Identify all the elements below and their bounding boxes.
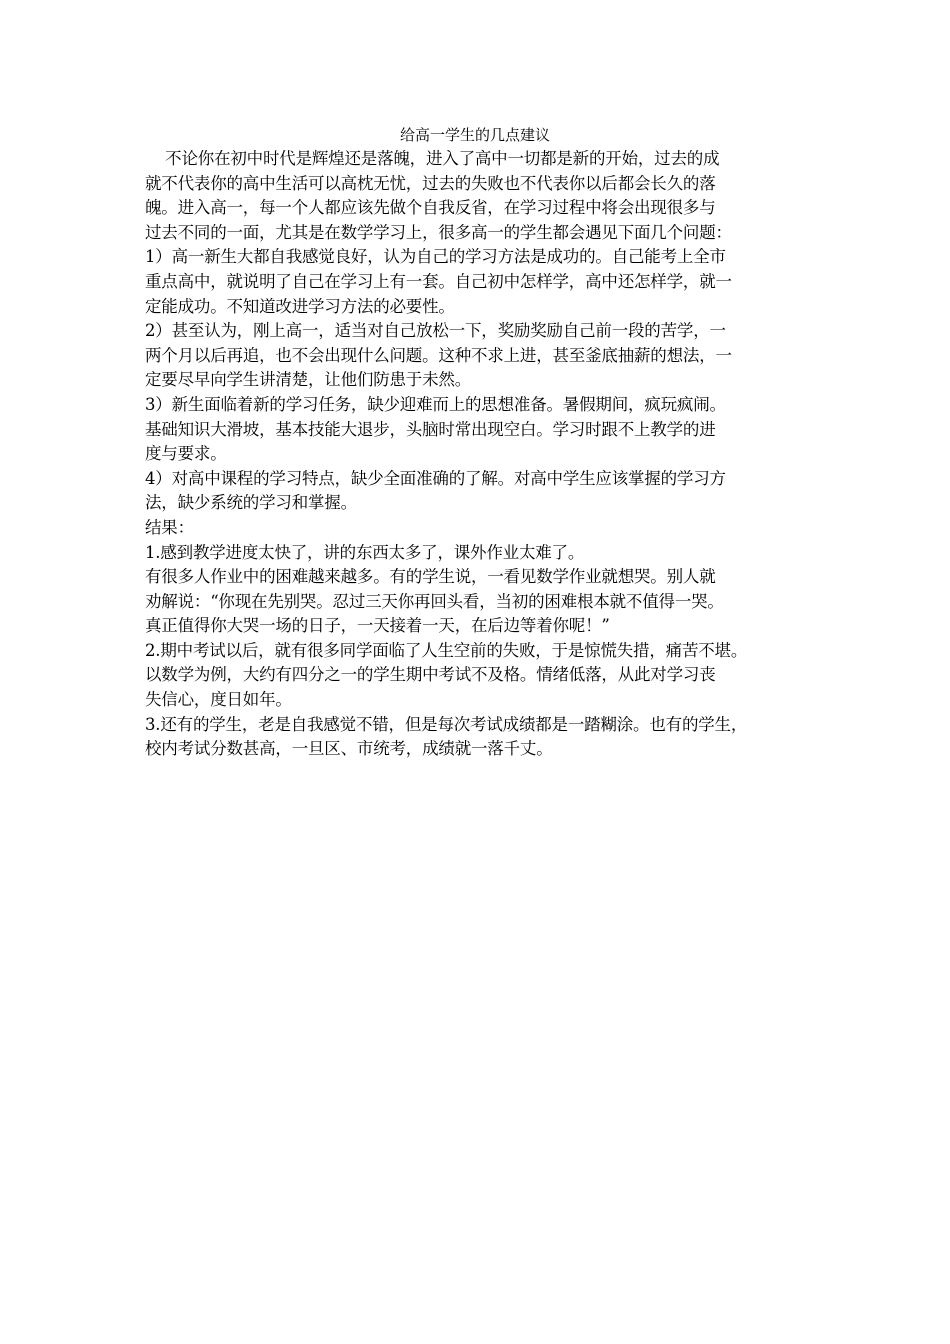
text-line: 两个月以后再追，也不会出现什么问题。这种不求上进，甚至釜底抽薪的想法，一	[145, 345, 732, 365]
text-line: 以数学为例，大约有四分之一的学生期中考试不及格。情绪低落，从此对学习丧	[145, 665, 716, 685]
text-line: 1）高一新生大都自我感觉良好，认为自己的学习方法是成功的。自己能考上全市	[145, 247, 726, 267]
text-line: 魄。进入高一，每一个人都应该先做个自我反省，在学习过程中将会出现很多与	[145, 198, 716, 218]
text-line: 过去不同的一面，尤其是在数学学习上，很多高一的学生都会遇见下面几个问题：	[145, 222, 732, 242]
text-line: 结果：	[145, 517, 194, 537]
text-line: 法，缺少系统的学习和掌握。	[145, 493, 357, 513]
text-line: 度与要求。	[145, 444, 227, 464]
text-line: 1.感到教学进度太快了，讲的东西太多了，课外作业太难了。	[145, 542, 585, 562]
text-line: 定要尽早向学生讲清楚，让他们防患于未然。	[145, 370, 472, 390]
text-line: 2）甚至认为，刚上高一，适当对自己放松一下，奖励奖励自己前一段的苦学，一	[145, 321, 726, 341]
text-line: 有很多人作业中的困难越来越多。有的学生说，一看见数学作业就想哭。别人就	[145, 567, 716, 587]
text-line: 重点高中，就说明了自己在学习上有一套。自己初中怎样学，高中还怎样学，就一	[145, 271, 732, 291]
text-line: 真正值得你大哭一场的日子，一天接着一天，在后边等着你呢！”	[145, 616, 610, 636]
text-line: 失信心，度日如年。	[145, 690, 292, 710]
text-line: 3.还有的学生，老是自我感觉不错，但是每次考试成绩都是一踏糊涂。也有的学生，	[145, 714, 748, 734]
document-body	[145, 147, 825, 762]
text-line: 定能成功。不知道改进学习方法的必要性。	[145, 296, 455, 316]
text-line: 4）对高中课程的学习特点，缺少全面准确的了解。对高中学生应该掌握的学习方	[145, 468, 726, 488]
text-line: 2.期中考试以后，就有很多同学面临了人生空前的失败，于是惊慌失措，痛苦不堪。	[145, 640, 748, 660]
document-title: 给高一学生的几点建议	[399, 126, 550, 144]
text-line: 就不代表你的高中生活可以高枕无忧，过去的失败也不代表你以后都会长久的落	[145, 173, 716, 193]
text-line: 不论你在初中时代是辉煌还是落魄，进入了高中一切都是新的开始，过去的成	[145, 149, 720, 168]
text-line: 劝解说：“你现在先别哭。忍过三天你再回头看，当初的困难根本就不值得一哭。	[145, 591, 724, 611]
text-line: 校内考试分数甚高，一旦区、市统考，成绩就一落千丈。	[145, 739, 553, 759]
text-line: 3）新生面临着新的学习任务，缺少迎难而上的思想准备。暑假期间，疯玩疯闹。	[145, 394, 726, 414]
text-line: 基础知识大滑坡，基本技能大退步，头脑时常出现空白。学习时跟不上教学的进	[145, 419, 716, 439]
